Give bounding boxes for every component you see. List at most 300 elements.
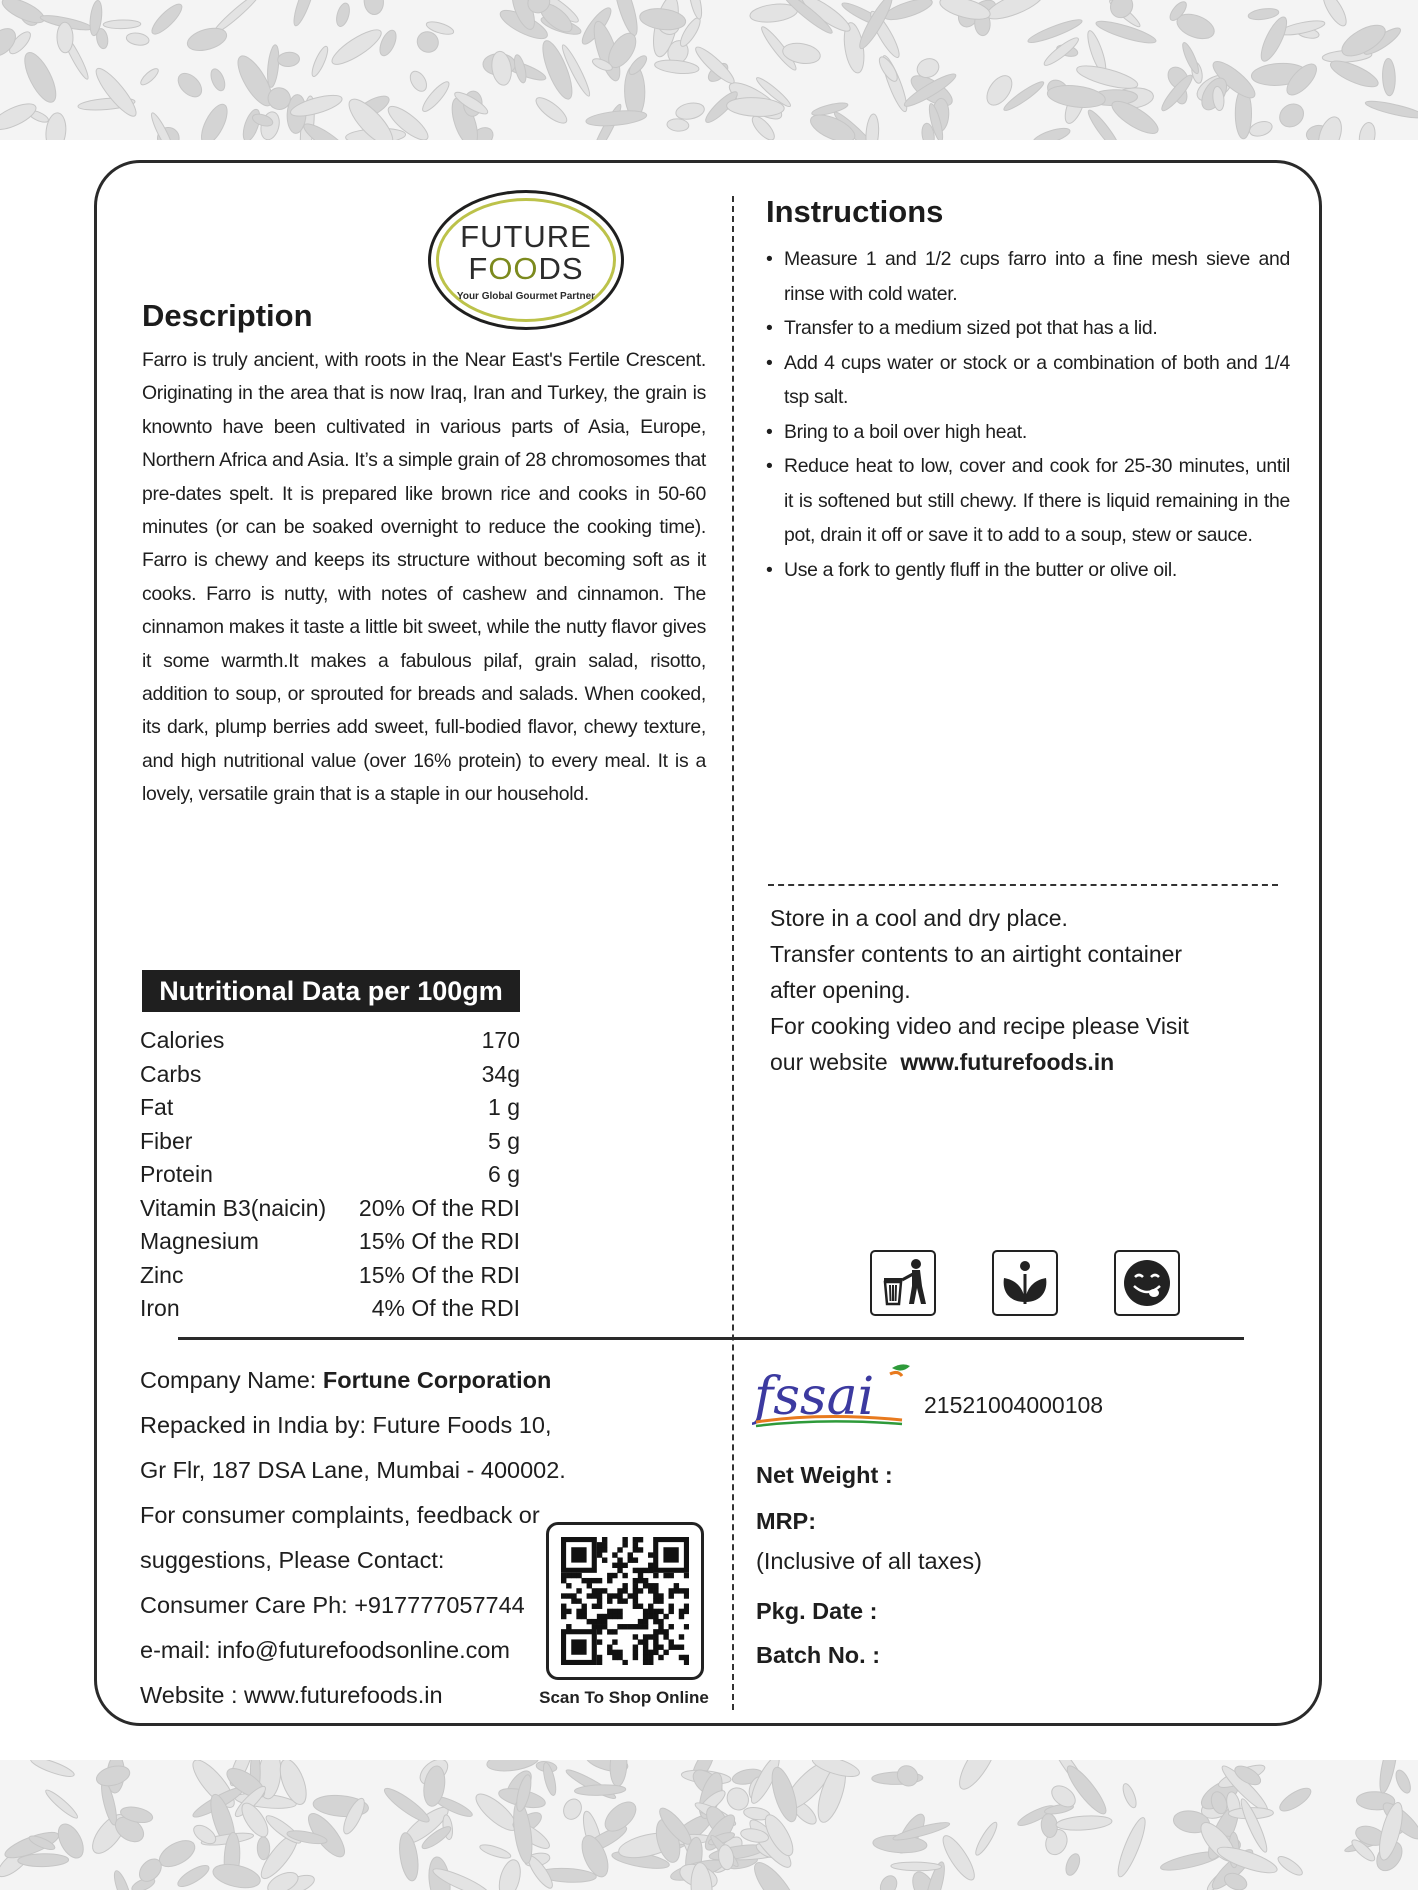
qr-module [633,1578,638,1583]
qr-module [628,1624,633,1629]
qr-module [638,1547,643,1552]
qr-module [653,1645,658,1650]
qr-module [633,1645,638,1650]
qr-module [638,1588,643,1593]
qr-module [581,1604,586,1609]
qr-module [622,1583,627,1588]
qr-module [607,1593,612,1598]
qr-module [622,1588,627,1593]
qr-module [633,1588,638,1593]
qr-module [612,1552,617,1557]
table-row [140,1058,520,1092]
grain-shape [328,24,386,70]
fssai-logo [752,1362,916,1432]
qr-module [592,1593,597,1598]
qr-module [566,1593,571,1598]
qr-module [679,1634,684,1639]
nutrient-value: 15% Of the RDI [358,1228,520,1254]
logo-letters-ds: DS [538,251,584,286]
qr-module [592,1624,597,1629]
qr-module [612,1593,617,1598]
qr-module [571,1598,576,1603]
qr-module [597,1593,602,1598]
grain-shape [1382,58,1396,96]
horizontal-divider [178,1337,1244,1340]
grain-shape [19,48,62,106]
qr-module [617,1588,622,1593]
qr-module [597,1660,602,1665]
nutrient-value: 1 g [488,1094,520,1120]
qr-module [597,1624,602,1629]
qr-module [663,1650,668,1655]
qr-module [643,1568,648,1573]
qr-module [587,1578,592,1583]
qr-module [607,1573,612,1578]
qr-module [643,1634,648,1639]
qr-module [592,1588,597,1593]
qr-module [612,1614,617,1619]
qr-module [561,1573,566,1578]
nutrient-name: Fat [140,1094,174,1120]
qr-module [617,1593,622,1598]
grain-shape [585,108,647,128]
qr-module [617,1598,622,1603]
qr-module [684,1573,689,1578]
company-info [140,1358,566,1718]
instruction-item: • Transfer to a medium sized pot that has a lid. [766,311,1290,346]
qr-module [684,1624,689,1629]
grain-shape [479,1842,513,1861]
nutrient-name: Carbs [140,1060,202,1087]
qr-module [638,1639,643,1644]
qr-module [653,1614,658,1619]
qr-module [633,1568,638,1573]
qr-module [617,1563,622,1568]
qr-module [571,1547,586,1562]
nutrient-name: Zinc [140,1261,184,1288]
company-name-line [140,1358,560,1403]
instructions-list [766,242,1290,587]
grain-shape [1248,119,1274,139]
qr-module [643,1639,648,1644]
grain-shape [196,101,232,140]
description-title: Description [142,298,313,333]
qr-module [617,1557,622,1562]
grain-shape [674,101,705,122]
grain-shape [1276,1784,1314,1815]
grain-shape [973,1820,1000,1857]
fssai-license-number: 21521004000108 [924,1392,1104,1418]
qr-module [643,1645,648,1650]
qr-module [684,1604,689,1609]
qr-module [643,1619,648,1624]
instruction-item: • Use a fork to gently fluff in the butter or olive oil. [766,553,1290,588]
qr-module [597,1619,602,1624]
qr-module [617,1650,622,1655]
qr-module [643,1660,648,1665]
qr-module [617,1568,622,1573]
logo-line2 [431,251,621,287]
nutrient-name: Fiber [140,1127,193,1154]
company-line: For consumer complaints, feedback or [140,1502,540,1528]
logo-letter-f: F [468,251,489,286]
qr-module [576,1588,581,1593]
storage-line: Store in a cool and dry place. [770,905,1068,931]
qr-module [561,1593,566,1598]
qr-module [648,1650,653,1655]
qr-module [643,1650,648,1655]
qr-module [612,1639,617,1644]
grain-shape [174,69,206,101]
qr-module [684,1609,689,1614]
website-prefix: our website [770,1049,888,1075]
qr-module [669,1624,674,1629]
qr-module [597,1578,602,1583]
nutrient-name: Iron [140,1295,180,1321]
top-grain-pattern [0,0,1418,140]
qr-module [679,1614,684,1619]
qr-module [648,1583,653,1588]
qr-module [648,1660,653,1665]
pkg-date [756,1598,1136,1625]
qr-module [648,1614,653,1619]
qr-module [679,1588,684,1593]
qr-module [571,1639,586,1654]
instructions-title: Instructions [766,194,944,229]
qr-module [617,1614,622,1619]
grain-shape [1063,1852,1082,1877]
qr-module [669,1639,674,1644]
grain-shape [44,112,67,140]
description-text: Farro is truly ancient, with roots in the Near East's Fertile Crescent. Originating in the area that is now Iraq, Iran and Turkey, the grain is knownto have been cultivated in various parts of Asia, Europe, Northern Africa and Asia. It’s a simple grain of 28 chromosomes that pre-dates spelt. It is prepared like brown rice and cooks in 50-60 minutes (or can be soaked overnight to reduce the cooking time). Farro is chewy and keeps its structure without becoming soft as it cooks. Farro is nutty, with notes of cashew and cinnamon. The cinnamon makes it taste a little bit sweet, while the nutty flavor gives it some warmth.It makes a fabulous pilaf, grain salad, risotto, addition to soup, or sprouted for breads and salads. When cooked, its dark, plump berries add sweet, full-bodied flavor, chewy texture, and high nutritional value (over 16% protein) to every meal. It is a lovely, versatile grain that is a staple in our household. [142,349,706,806]
qr-module [648,1588,653,1593]
qr-module [633,1583,638,1588]
qr-module [602,1557,607,1562]
qr-module [597,1547,602,1552]
qr-module [674,1645,679,1650]
qr-module [607,1650,612,1655]
qr-module [633,1604,638,1609]
qr-module [653,1609,658,1614]
qr-module [638,1604,643,1609]
nutrient-value: 34g [481,1060,520,1087]
nutrient-name: Protein [140,1161,213,1187]
grain-shape [639,6,687,32]
qr-module [571,1573,576,1578]
bottom-grain-pattern [0,1760,1418,1890]
grain-shape [1275,99,1308,131]
table-row [140,1259,520,1293]
batch-no-label: Batch No. : [756,1642,881,1668]
qr-module [561,1578,566,1583]
qr-module [607,1629,612,1634]
pkg-date-label: Pkg. Date : [756,1598,878,1624]
qr-code[interactable] [546,1522,704,1680]
qr-module [628,1552,633,1557]
nutrition-table [140,1024,520,1326]
grain-shape [953,1760,1003,1794]
qr-module [628,1593,633,1598]
logo-line1: FUTURE [460,219,592,254]
qr-module [607,1598,612,1603]
qr-module [602,1619,607,1624]
qr-module [617,1609,622,1614]
company-line: suggestions, Please Contact: [140,1547,445,1573]
qr-module [602,1588,607,1593]
grain-shape [564,1766,618,1802]
qr-module [653,1639,658,1644]
qr-module [581,1614,586,1619]
nutrient-value: 4% Of the RDI [371,1295,520,1321]
qr-module [669,1593,674,1598]
storage-line [770,1044,1230,1080]
grain-shape [148,0,186,38]
grain-shape [111,1869,134,1890]
qr-module [597,1604,602,1609]
qr-module [633,1537,638,1542]
qr-module [607,1578,612,1583]
company-line: Gr Flr, 187 DSA Lane, Mumbai - 400002. [140,1457,566,1483]
qr-label: Scan To Shop Online [539,1688,709,1707]
grain-shape [43,1787,80,1821]
qr-module [622,1542,627,1547]
grain-shape [1393,1768,1413,1795]
qr-module [633,1598,638,1603]
grain-shape [865,114,880,140]
mrp-note: (Inclusive of all taxes) [756,1548,982,1574]
qr-module [653,1573,658,1578]
qr-module [679,1645,684,1650]
qr-module [561,1609,566,1614]
grain-shape [309,45,330,79]
qr-module [633,1593,638,1598]
qr-module [643,1583,648,1588]
qr-code-icon [561,1537,689,1665]
qr-module [663,1634,668,1639]
tasty-smiley-icon [1114,1250,1180,1316]
table-row [140,1292,520,1326]
grain-shape [138,66,160,87]
qr-module [669,1609,674,1614]
company-website[interactable]: Website : www.futurefoods.in [140,1682,443,1708]
qr-module [612,1629,617,1634]
qr-module [643,1624,648,1629]
grain-shape [0,0,48,28]
grain-shape [667,118,690,132]
storage-line: For cooking video and recipe please Visit [770,1013,1189,1039]
qr-module [653,1634,658,1639]
qr-module [602,1624,607,1629]
grain-shape [1032,125,1072,140]
qr-module [597,1629,602,1634]
vegetarian-leaf-icon [992,1250,1058,1316]
table-row [140,1192,520,1226]
grain-shape [610,0,642,38]
qr-module [633,1634,638,1639]
company-line: Repacked in India by: Future Foods 10, [140,1412,552,1438]
qr-module [581,1578,586,1583]
qr-module [617,1624,622,1629]
qr-module [679,1609,684,1614]
qr-module [597,1614,602,1619]
qr-module [602,1547,607,1552]
net-weight [756,1462,1136,1489]
grain-shape [532,94,570,128]
qr-module [674,1588,679,1593]
qr-module [607,1609,612,1614]
qr-module [592,1578,597,1583]
grain-shape [175,1862,212,1890]
qr-module [674,1583,679,1588]
nutrient-value: 15% Of the RDI [358,1261,520,1288]
qr-module [612,1650,617,1655]
grain-shape [1094,17,1157,47]
grain-shape [363,0,384,15]
company-email[interactable]: e-mail: info@futurefoodsonline.com [140,1637,511,1663]
grain-shape [266,44,281,88]
storage-line: after opening. [770,977,911,1003]
qr-module [638,1578,643,1583]
instruction-item: • Measure 1 and 1/2 cups farro into a fine mesh sieve and rinse with cold water. [766,242,1290,311]
qr-module [663,1614,668,1619]
nutrition-title: Nutritional Data per 100gm [142,970,520,1012]
qr-module [612,1563,617,1568]
logo-letters-oo: OO [488,251,539,286]
qr-module [622,1537,627,1542]
grain-shape [211,1860,263,1890]
qr-module [597,1588,602,1593]
qr-module [622,1624,627,1629]
qr-module [602,1614,607,1619]
table-row [140,1091,520,1125]
symbol-icons [870,1250,1190,1320]
table-row [140,1158,520,1192]
qr-module [684,1593,689,1598]
grain-shape [103,20,141,29]
qr-module [597,1598,602,1603]
grain-shape [91,64,141,121]
consumer-care-phone: Consumer Care Ph: +917777057744 [140,1592,525,1618]
grain-shape [1357,121,1377,140]
storage-info [770,900,1230,1080]
qr-module [638,1537,643,1542]
qr-module [638,1573,643,1578]
qr-module [648,1563,653,1568]
qr-module [622,1563,627,1568]
nutrient-value: 5 g [488,1127,520,1154]
qr-module [612,1573,617,1578]
grain-shape [1120,1782,1138,1809]
qr-module [684,1655,689,1660]
website-link[interactable]: www.futurefoods.in [900,1049,1115,1075]
qr-module [638,1619,643,1624]
qr-module [658,1598,663,1603]
qr-module [612,1655,617,1660]
qr-module [653,1583,658,1588]
grain-shape [334,2,352,28]
qr-module [648,1655,653,1660]
qr-module [638,1624,643,1629]
qr-module [617,1655,622,1660]
qr-module [607,1645,612,1650]
vertical-dashed-divider [732,196,734,1710]
qr-module [633,1542,638,1547]
qr-module [597,1639,602,1644]
qr-module [663,1547,678,1562]
qr-module [587,1583,592,1588]
instruction-item: • Bring to a boil over high heat. [766,415,1290,450]
qr-module [607,1614,612,1619]
net-weight-label: Net Weight : [756,1462,893,1488]
qr-module [561,1604,566,1609]
grain-shape [94,1763,132,1790]
qr-module [658,1655,663,1660]
qr-module [597,1552,602,1557]
mrp-label: MRP: [756,1508,817,1534]
grain-shape [609,1760,628,1787]
grain-shape [496,1858,524,1890]
qr-module [566,1573,571,1578]
qr-module [648,1552,653,1557]
qr-module [663,1573,668,1578]
grain-shape [877,1873,900,1890]
horizontal-dashed-divider [768,884,1278,886]
table-row [140,1125,520,1159]
qr-module [576,1614,581,1619]
batch-no [756,1642,1136,1669]
company-name: Fortune Corporation [322,1367,552,1393]
qr-module [622,1660,627,1665]
grain-shape [1275,1853,1304,1878]
grain-shape [208,67,227,93]
qr-module [684,1660,689,1665]
instruction-item: • Add 4 cups water or stock or a combination of both and 1/4 tsp salt. [766,346,1290,415]
qr-module [633,1655,638,1660]
qr-module [628,1557,633,1562]
grain-shape [1364,98,1418,121]
qr-module [587,1619,592,1624]
grain-shape [1056,1814,1113,1832]
grain-shape [257,1837,270,1860]
qr-module [658,1629,663,1634]
grain-shape [891,1862,942,1871]
qr-module [622,1573,627,1578]
grain-shape [486,1760,540,1774]
grain-shape [407,68,430,94]
qr-module [653,1598,658,1603]
grain-shape [654,58,700,75]
qr-module [592,1619,597,1624]
grain-shape [57,22,74,53]
qr-module [663,1629,668,1634]
qr-module [638,1568,643,1573]
qr-module [643,1578,648,1583]
qr-module [653,1593,658,1598]
qr-module [679,1655,684,1660]
qr-module [633,1557,638,1562]
qr-module [602,1537,607,1542]
grain-shape [1256,14,1291,64]
qr-module [648,1634,653,1639]
qr-module [658,1624,663,1629]
qr-module [633,1547,638,1552]
qr-module [653,1629,658,1634]
logo-tagline: Your Global Gourmet Partner [456,291,596,302]
grain-shape [560,1796,584,1822]
qr-module [602,1542,607,1547]
qr-module [612,1609,617,1614]
qr-module [643,1609,648,1614]
